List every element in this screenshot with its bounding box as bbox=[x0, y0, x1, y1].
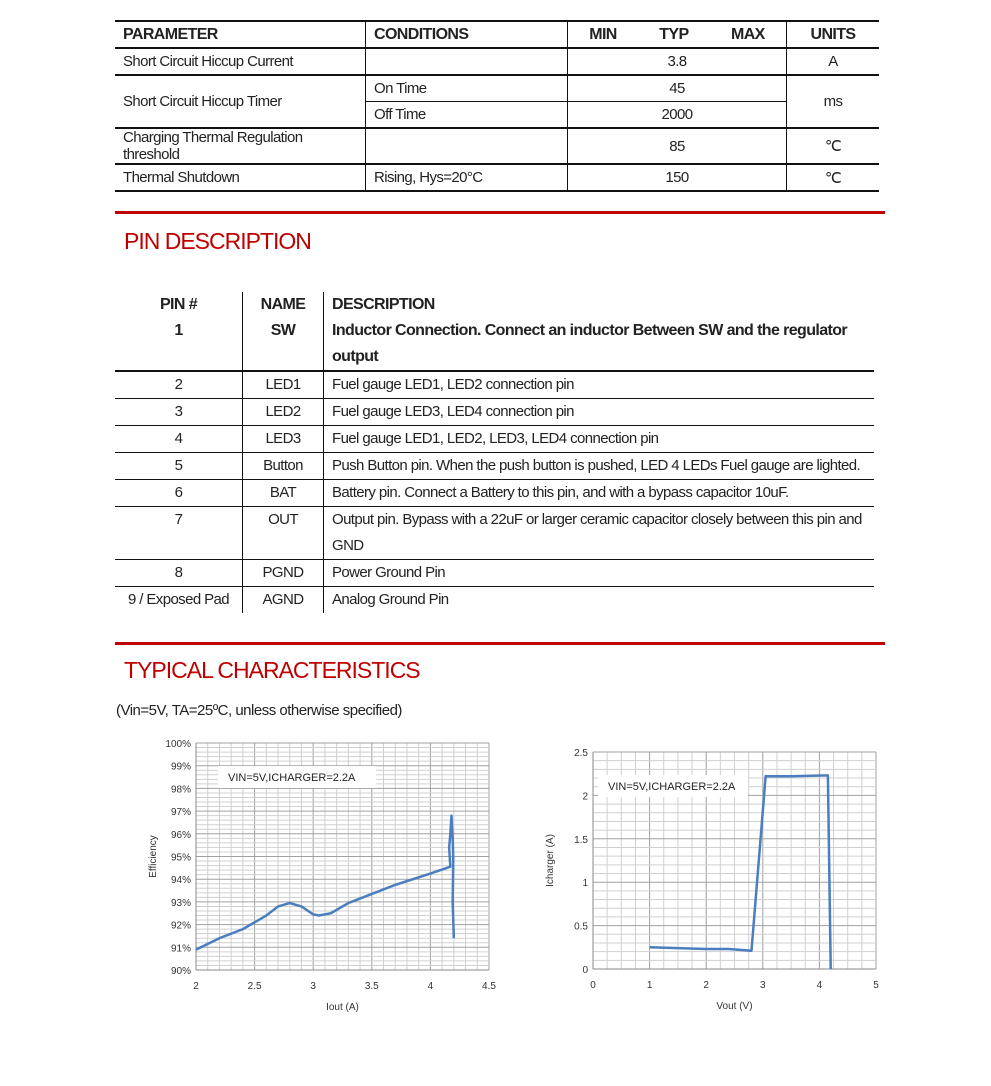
conditions-cell: Off Time bbox=[366, 102, 568, 129]
pin-description-cell: Inductor Connection. Connect an inductor Between SW and the regulator output bbox=[324, 318, 875, 371]
x-tick-label: 2 bbox=[193, 981, 199, 992]
table-row bbox=[115, 560, 874, 587]
pin-pin-cell: 3 bbox=[115, 399, 243, 426]
header-pin: PIN # bbox=[159, 296, 198, 313]
conditions-cell: Rising, Hys=20°C bbox=[366, 164, 568, 191]
x-tick-label: 5 bbox=[873, 980, 879, 991]
table-row bbox=[115, 48, 879, 75]
y-tick-label: 90% bbox=[170, 966, 191, 977]
parameter-cell: Short Circuit Hiccup Current bbox=[115, 48, 366, 75]
pin-name-cell: Button bbox=[243, 453, 324, 480]
annotation-label: VIN=5V,ICHARGER=2.2A bbox=[228, 772, 356, 784]
table-row bbox=[115, 128, 879, 164]
typ-cell: 2000 bbox=[568, 102, 787, 129]
pin-pin-cell: 7 bbox=[115, 507, 243, 560]
pin-name-cell: PGND bbox=[243, 560, 324, 587]
pin-pin-cell: 4 bbox=[115, 426, 243, 453]
section-divider bbox=[115, 211, 885, 214]
table-row bbox=[115, 453, 874, 480]
pin-description-cell: Battery pin. Connect a Battery to this pin, and with a bypass capacitor 10uF. bbox=[324, 480, 875, 507]
typ-cell: 85 bbox=[568, 128, 787, 164]
x-axis-label: Vout (V) bbox=[716, 1001, 753, 1012]
x-tick-label: 3 bbox=[760, 980, 766, 991]
x-tick-label: 2.5 bbox=[247, 981, 262, 992]
pin-description-cell: Power Ground Pin bbox=[324, 560, 875, 587]
pin-name-cell: AGND bbox=[243, 587, 324, 614]
header-units: UNITS bbox=[787, 21, 880, 48]
section-divider bbox=[115, 642, 885, 645]
y-tick-label: 0 bbox=[582, 965, 588, 976]
y-tick-label: 100% bbox=[165, 739, 191, 750]
x-tick-label: 4 bbox=[427, 981, 434, 992]
y-tick-label: 1.5 bbox=[574, 834, 588, 846]
y-tick-label: 97% bbox=[170, 807, 191, 819]
y-tick-label: 2.5 bbox=[574, 748, 588, 759]
pin-pin-cell: 2 bbox=[115, 371, 243, 399]
table-row bbox=[115, 426, 874, 453]
y-tick-label: 91% bbox=[170, 943, 191, 955]
table-row bbox=[115, 318, 874, 371]
typ-cell: 45 bbox=[568, 75, 787, 102]
units-cell: A bbox=[787, 48, 880, 75]
pin-description-cell: Output pin. Bypass with a 22uF or larger ceramic capacitor closely between this pin and GND bbox=[324, 507, 875, 560]
x-tick-label: 4.5 bbox=[482, 981, 496, 992]
x-tick-label: 0 bbox=[590, 980, 596, 991]
parameter-cell: Thermal Shutdown bbox=[115, 164, 366, 191]
efficiency-chart bbox=[140, 735, 510, 1020]
y-tick-label: 94% bbox=[170, 875, 191, 887]
x-tick-label: 1 bbox=[646, 980, 653, 991]
pin-pin-cell: 8 bbox=[115, 560, 243, 587]
pin-name-cell: BAT bbox=[243, 480, 324, 507]
pin-pin-cell: 6 bbox=[115, 480, 243, 507]
pin-name-cell: LED1 bbox=[243, 371, 324, 399]
table-row bbox=[115, 587, 874, 614]
y-tick-label: 0.5 bbox=[574, 921, 588, 933]
pin-description-cell: Fuel gauge LED3, LED4 connection pin bbox=[324, 399, 875, 426]
pin-name-cell: SW bbox=[243, 318, 324, 371]
x-tick-label: 3 bbox=[310, 981, 316, 992]
annotation-label: VIN=5V,ICHARGER=2.2A bbox=[608, 781, 736, 793]
pin-description-cell: Analog Ground Pin bbox=[324, 587, 875, 614]
units-cell: ℃ bbox=[787, 128, 880, 164]
pin-description-heading: PIN DESCRIPTION bbox=[124, 228, 311, 254]
charger-current-chart bbox=[545, 740, 895, 1020]
header-min: MIN bbox=[589, 25, 617, 43]
x-tick-label: 2 bbox=[703, 980, 709, 991]
pin-name-cell: LED3 bbox=[243, 426, 324, 453]
parameter-cell: Short Circuit Hiccup Timer bbox=[115, 75, 366, 128]
units-cell: ℃ bbox=[787, 164, 880, 191]
typ-cell: 3.8 bbox=[568, 48, 787, 75]
pin-pin-cell: 9 / Exposed Pad bbox=[127, 591, 230, 608]
parameter-cell: Charging Thermal Regulation threshold bbox=[115, 128, 366, 164]
header-description: DESCRIPTION bbox=[324, 292, 875, 318]
table-header-row bbox=[115, 21, 879, 48]
pin-pin-cell: 1 bbox=[115, 318, 243, 371]
header-parameter: PARAMETER bbox=[115, 21, 366, 48]
conditions-cell bbox=[366, 48, 568, 75]
conditions-cell: On Time bbox=[366, 75, 568, 102]
x-tick-label: 3.5 bbox=[364, 981, 379, 992]
y-tick-label: 99% bbox=[170, 761, 191, 773]
y-axis-label: Efficiency bbox=[148, 835, 159, 878]
pin-description-table bbox=[115, 292, 874, 613]
typical-characteristics-heading: TYPICAL CHARACTERISTICS bbox=[124, 657, 420, 683]
table-row bbox=[115, 507, 874, 560]
electrical-characteristics-table bbox=[115, 20, 879, 192]
table-row bbox=[115, 399, 874, 426]
table-header-row bbox=[115, 292, 874, 318]
y-tick-label: 96% bbox=[170, 829, 191, 841]
x-axis-label: Iout (A) bbox=[326, 1002, 359, 1013]
typ-cell: 150 bbox=[568, 164, 787, 191]
pin-pin-cell: 5 bbox=[115, 453, 243, 480]
header-max: MAX bbox=[730, 25, 765, 43]
y-tick-label: 92% bbox=[170, 920, 191, 932]
y-tick-label: 93% bbox=[170, 897, 191, 909]
units-cell: ms bbox=[787, 75, 880, 128]
table-row bbox=[115, 75, 879, 102]
conditions-cell bbox=[366, 128, 568, 164]
pin-description-cell: Fuel gauge LED1, LED2, LED3, LED4 connection pin bbox=[324, 426, 875, 453]
x-tick-label: 4 bbox=[816, 980, 823, 991]
table-row bbox=[115, 480, 874, 507]
pin-name-cell: OUT bbox=[243, 507, 324, 560]
table-row bbox=[115, 164, 879, 191]
conditions-subtitle: (Vin=5V, TA=25ºC, unless otherwise specified) bbox=[116, 702, 402, 719]
y-tick-label: 1 bbox=[582, 878, 588, 890]
y-tick-label: 95% bbox=[170, 852, 191, 864]
pin-description-cell: Push Button pin. When the push button is pushed, LED 4 LEDs Fuel gauge are lighted. bbox=[324, 453, 875, 480]
y-tick-label: 98% bbox=[170, 784, 191, 796]
pin-name-cell: LED2 bbox=[243, 399, 324, 426]
table-row bbox=[115, 371, 874, 399]
pin-description-cell: Fuel gauge LED1, LED2 connection pin bbox=[324, 371, 875, 399]
header-typ: TYP bbox=[659, 25, 689, 43]
header-conditions: CONDITIONS bbox=[366, 21, 568, 48]
header-name: NAME bbox=[243, 292, 324, 318]
y-axis-label: Icharger (A) bbox=[545, 834, 556, 887]
y-tick-label: 2 bbox=[582, 791, 588, 803]
